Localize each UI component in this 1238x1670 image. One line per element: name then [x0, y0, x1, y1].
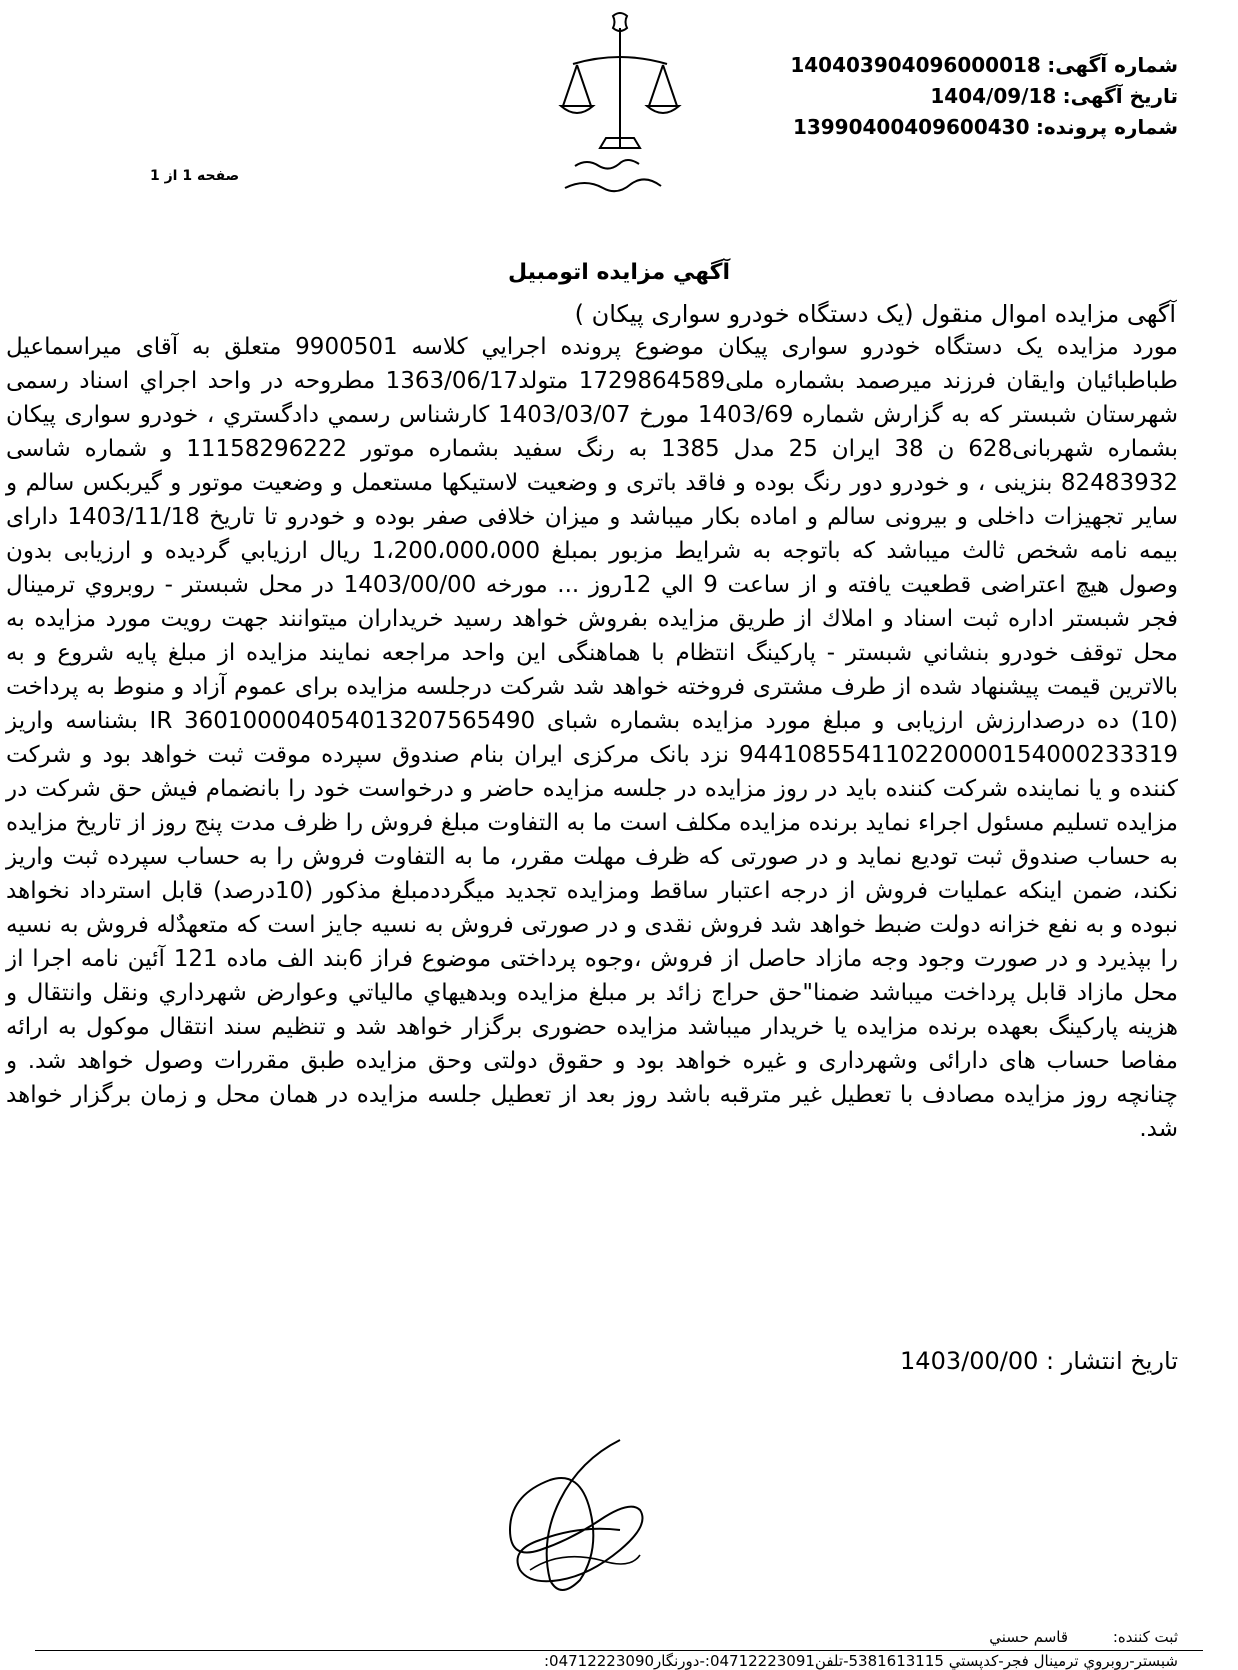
office-address: شبستر-روبروي ترمينال فجر-کدپستي 5381613115-تلفن04712223091:-دورنگار04712223090:: [543, 1652, 1178, 1670]
publication-date-line: [900, 1347, 1178, 1375]
auction-notice-body: مورد مزايده يک دستگاه خودرو سواری پيکان موضوع پرونده اجرايي کلاسه 9900501 متعلق به آقای ميراسماعيل طباطبائيان وايقان فرزند ميرصمد بشماره ملی1729864589 متولد1363/06/17 مطروحه در واحد اجراي اسناد رسمی شهرستان شبستر که به گزارش شماره 1403/69 مورخ 1403/03/07 کارشناس رسمي دادگستري ، خودرو سواری پيکان بشماره شهربانی628 ن 38 ايران 25 مدل 1385 به رنگ سفيد بشماره موتور 11158296222 و شماره شاسی 82483932 بنزينی ، و خودرو دور رنگ بوده و فاقد باتری و وضعيت لاستيکها مستعمل و وضعيت موتور و گيربکس سالم و ساير تجهيزات داخلی و بيرونی سالم و اماده بکار ميباشد و ميزان خلافی صفر بوده و خودرو تا تاريخ 1403/11/18 دارای بيمه نامه شخص ثالث ميباشد که باتوجه به شرايط مزبور بمبلغ 1،200،000،000 ريال ارزيابي گرديده و ارزيابی بدون وصول هيچ اعتراضی قطعيت يافته و از ساعت 9 الي 12روز ... مورخه 1403/00/00 در محل شبستر - روبروي ترمينال فجر شبستر اداره ثبت اسناد و املاك از طريق مزايده بفروش خواهد رسيد خريداران ميتوانند جهت رويت مورد مزايده به محل توقف خودرو بنشاني شبستر - پارکينگ انتظام با هماهنگی اين واحد مراجعه نمايند مزايده از مبلغ پايه شروع و به بالاترين قيمت پيشنهاد شده از طرف مشتری فروخته خواهد شد شرکت درجلسه مزايده برای عموم آزاد و منوط به پرداخت (10) ده درصدارزش ارزيابی و مبلغ مورد مزايده بشماره شبای IR 360100004054013207565490 بشناسه واريز 944108554110220000154000233319 نزد بانک مرکزی ايران بنام صندوق سپرده موقت ثبت خواهد بود و شرکت کننده و يا نماينده شرکت کننده بايد در روز مزايده در جلسه مزايده حاضر و درخواست خود را بانضمام فيش حق شرکت در مزايده تسليم مسئول اجراء نمايد برنده مزايده مکلف است ما به التفاوت مبلغ فروش را ظرف مدت پنج روز از تاريخ مزايده به حساب صندوق ثبت توديع نمايد و در صورتی که ظرف مهلت مقرر، ما به التفاوت فروش را به حساب سپرده ثبت واريز نکند، ضمن اينکه عمليات فروش از درجه اعتبار ساقط ومزايده تجديد ميگرددمبلغ مذکور (10درصد) قابل استرداد نخواهد نبوده و به نفع خزانه دولت ضبط خواهد شد فروش نقدی و در صورتی فروش به نسيه جايز است که متعهدٌله فروش به نسيه را بپذيرد و در صورت وجود وجه مازاد حاصل از فروش ،وجوه پرداختی موضوع فراز 6بند الف ماده 121 آئين نامه اجرا از محل مازاد قابل پرداخت ميباشد ضمنا"حق حراج زائد بر مبلغ مزايده وبدهيهاي مالياتي وعوارض شهرداري ونقل وانتقال و هزينه پارکينگ بعهده برنده مزايده يا خريدار ميباشد مزايده حضوری برگزار خواهد شد و تنظيم سند انتقال موکول به ارائه مفاصا حساب های دارائی وشهرداری و غيره خواهد بود و حقوق دولتی وحق مزايده طبق مقررات وصول خواهد شد. و چنانچه روز مزايده مصادف با تعطيل غير مترقبه باشد روز بعد از تعطيل جلسه مزايده در همان محل و زمان برگزار خواهد شد.: [6, 334, 1179, 1142]
notice-number-label: شماره آگهی:: [1047, 53, 1178, 77]
notice-date-row: [790, 81, 1178, 112]
footer-divider: [35, 1650, 1203, 1651]
notice-number: 140403904096000018: [790, 53, 1041, 77]
notice-date-label: تاریخ آگهی:: [1062, 84, 1178, 108]
file-number-label: شماره پرونده:: [1035, 115, 1178, 139]
file-number-row: [790, 112, 1178, 143]
registrar-name: قاسم حسني: [989, 1628, 1069, 1646]
signature: [470, 1420, 700, 1620]
publication-date-label: تاریخ انتشار :: [1046, 1347, 1178, 1375]
notice-meta: [790, 50, 1178, 143]
page-indicator: صفحه 1 از 1: [150, 168, 240, 184]
file-number: 13990400409600430: [792, 115, 1030, 139]
registrar-label: ثبت کننده:: [1112, 1628, 1178, 1646]
notice-date: 1404/09/18: [930, 84, 1057, 108]
document-subtitle: آگهی مزایده اموال منقول (یک دستگاه خودرو سواری پیکان ): [574, 300, 1176, 328]
judiciary-emblem: [555, 8, 685, 203]
document-title: آگهي مزايده اتومبيل: [507, 260, 731, 285]
publication-date: 1403/00/00: [900, 1347, 1039, 1375]
notice-number-row: [790, 50, 1178, 81]
registrar-line: [989, 1628, 1178, 1646]
